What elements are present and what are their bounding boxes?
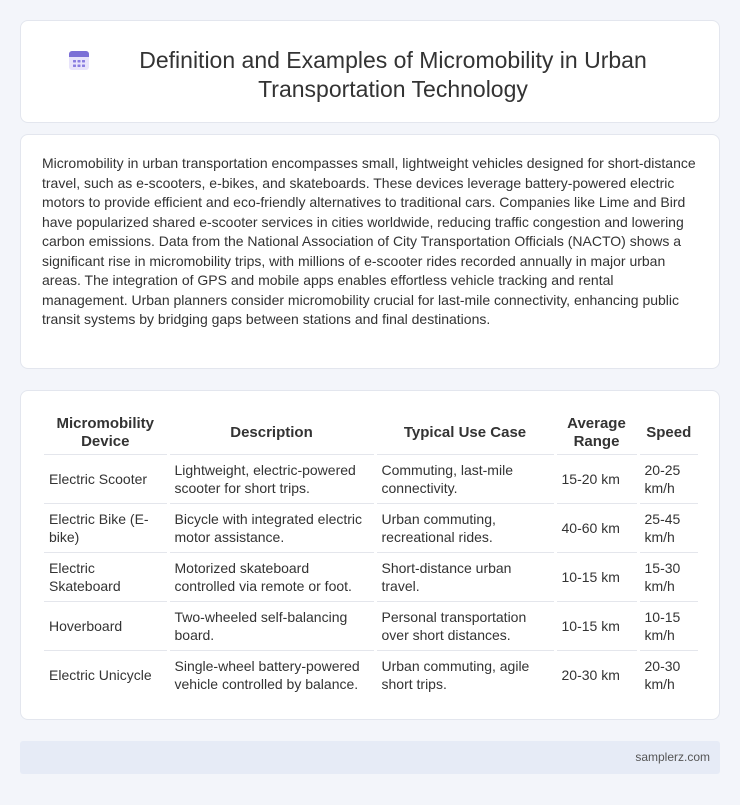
header-device: Micromobility Device [56, 415, 154, 451]
cell-speed: 15-30 km/h [638, 552, 698, 601]
page-title [113, 46, 673, 104]
table-header-row [44, 413, 698, 454]
cell-device: Electric Skateboard [44, 552, 168, 601]
table-row [44, 552, 698, 601]
header-speed: Speed [638, 413, 698, 454]
cell-description: Two-wheeled self-balancing board. [168, 601, 375, 650]
cell-range: 10-15 km [555, 552, 638, 601]
table-row [44, 601, 698, 650]
title-card [20, 20, 720, 123]
header-use-case: Typical Use Case [375, 413, 555, 454]
description-card [20, 134, 720, 369]
cell-description: Lightweight, electric-powered scooter for short trips. [168, 454, 375, 503]
cell-use-case: Urban commuting, recreational rides. [375, 503, 555, 552]
cell-use-case: Short-distance urban travel. [375, 552, 555, 601]
header-range: Average Range [555, 413, 638, 454]
description-text: Micromobility in urban transportation encompasses small, lightweight vehicles designed for short-distance travel, such as e-scooters, e-bikes, and skateboards. These devices leverage battery-powered electric motors to provide efficient and eco-friendly alternatives to traditional cars. Companies like Lime and Bird have popularized shared e-scooter services in cities worldwide, reducing traffic congestion and lowering carbon emissions. Data from the National Association of City Transportation Officials (NACTO) shows a significant rise in micromobility trips, with millions of e-scooter rides recorded annually in major urban areas. The integration of GPS and mobile apps enables effortless vehicle tracking and rental management. Urban planners consider micromobility crucial for last-mile connectivity, enhancing public transit systems by bridging gaps between stations and final destinations. [42, 155, 696, 327]
cell-device: Electric Unicycle [44, 650, 168, 699]
cell-range: 40-60 km [555, 503, 638, 552]
cell-description: Bicycle with integrated electric motor assistance. [168, 503, 375, 552]
cell-speed: 20-30 km/h [638, 650, 698, 699]
table-row [44, 503, 698, 552]
footer-bar [20, 741, 720, 774]
page-title-line-2: Transportation Technology [258, 76, 528, 102]
cell-use-case: Personal transportation over short distances. [375, 601, 555, 650]
cell-device: Hoverboard [44, 601, 168, 650]
cell-device: Electric Bike (E-bike) [44, 503, 168, 552]
cell-use-case: Commuting, last-mile connectivity. [375, 454, 555, 503]
table-row [44, 650, 698, 699]
footer-site-link[interactable]: samplerz.com [635, 750, 710, 764]
page-title-line-1: Definition and Examples of Micromobility in Urban [139, 47, 647, 73]
header-description: Description [168, 413, 375, 454]
cell-device: Electric Scooter [44, 454, 168, 503]
calendar-icon [67, 48, 91, 72]
micromobility-table [44, 413, 698, 699]
cell-speed: 25-45 km/h [638, 503, 698, 552]
cell-range: 20-30 km [555, 650, 638, 699]
table-card [20, 390, 720, 720]
cell-use-case: Urban commuting, agile short trips. [375, 650, 555, 699]
cell-range: 15-20 km [555, 454, 638, 503]
table-row [44, 454, 698, 503]
cell-speed: 20-25 km/h [638, 454, 698, 503]
cell-range: 10-15 km [555, 601, 638, 650]
cell-description: Motorized skateboard controlled via remote or foot. [168, 552, 375, 601]
cell-description: Single-wheel battery-powered vehicle controlled by balance. [168, 650, 375, 699]
cell-speed: 10-15 km/h [638, 601, 698, 650]
